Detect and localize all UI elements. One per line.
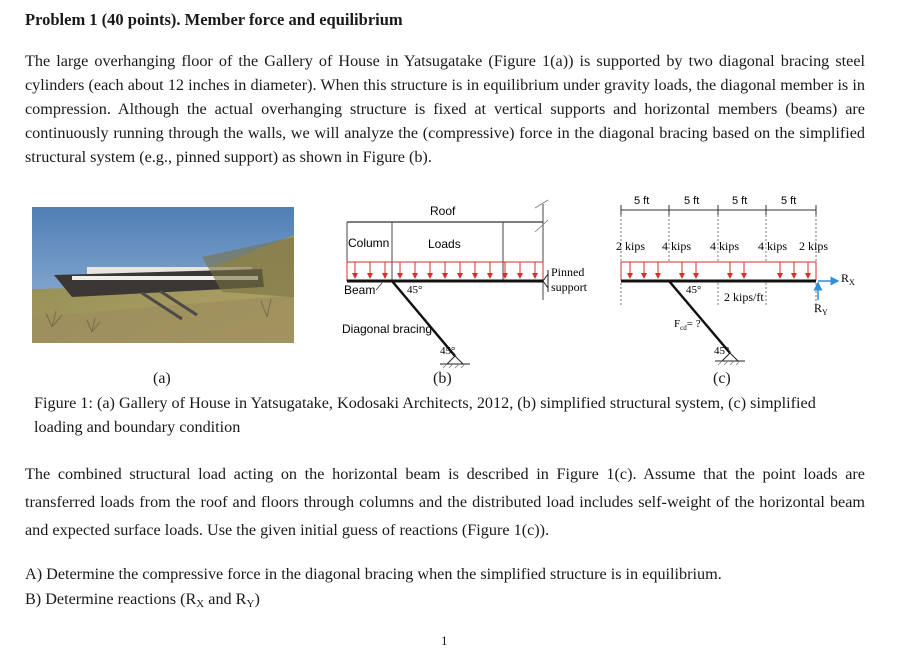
- loading-paragraph: The combined structural load acting on the horizontal beam is described in Figure 1(c). Assume that the point loads are transferred loads from the roof and floors through columns and the distributed load includes self-weight of the horizontal beam and expected surface loads. Use the given initial guess of reactions (Figure 1(c)).: [25, 465, 865, 539]
- intro-paragraph: The large overhanging floor of the Gallery of House in Yatsugatake (Figure 1(a)) is supported by two diagonal bracing steel cylinders (each about 12 inches in diameter). When this structure is in equilibrium under gravity loads, the diagonal member is in compression. Although the actual overhanging structure is fixed at vertical supports and horizontal members (beams) are continuously running through the walls, we will analyze the (compressive) force in the diagonal bracing based on the simplified structural system (e.g., pinned support) as shown in Figure (b).: [25, 52, 865, 166]
- point-load-5: 2 kips: [799, 239, 829, 253]
- figure-caption: Figure 1: (a) Gallery of House in Yatsugatake, Kodosaki Architects, 2012, (b) simplified structural system, (c) simplified loading and boundary condition: [34, 394, 816, 436]
- beam-label: Beam: [344, 283, 376, 297]
- loading-diagram: [606, 190, 856, 380]
- pinned-label: Pinned: [551, 265, 585, 279]
- spacing-2: 5 ft: [684, 195, 700, 207]
- spacing-4: 5 ft: [781, 195, 797, 207]
- force-label: $F_{cd}=$ ?: [674, 318, 701, 332]
- column-label: Column: [348, 236, 390, 250]
- gallery-photo: [32, 207, 294, 343]
- angle-bottom-label: 45°: [714, 345, 730, 357]
- angle-bottom-label: 45°: [440, 345, 456, 357]
- point-load-3: 4 kips: [710, 239, 740, 253]
- question-a: A) Determine the compressive force in the diagonal bracing when the simplified structure is in equilibrium.: [25, 565, 722, 583]
- loads-label: Loads: [428, 237, 461, 251]
- point-load-4: 4 kips: [758, 239, 788, 253]
- spacing-3: 5 ft: [732, 195, 748, 207]
- label-c: (c): [713, 370, 731, 387]
- structural-system-diagram: [330, 190, 600, 380]
- distributed-load-arrows: [347, 262, 543, 280]
- distributed-load-label: 2 kips/ft: [724, 290, 764, 304]
- distributed-load-arrows: [621, 262, 816, 280]
- page-number: 1: [441, 633, 448, 648]
- question-b: B) Determine reactions ($R_X$ and $R_Y$): [25, 590, 260, 610]
- support-label: support: [551, 280, 587, 294]
- spacing-1: 5 ft: [634, 195, 650, 207]
- point-load-1: 2 kips: [616, 239, 646, 253]
- angle-top-label: 45°: [686, 284, 702, 296]
- problem-title: Problem 1 (40 points). Member force and equilibrium: [25, 10, 403, 29]
- label-b: (b): [433, 370, 452, 387]
- ry-label: $R_Y$: [814, 301, 828, 317]
- roof-label: Roof: [430, 204, 456, 218]
- diagonal-label: Diagonal bracing: [342, 322, 433, 336]
- rx-label: $R_X$: [841, 271, 855, 287]
- point-load-2: 4 kips: [662, 239, 692, 253]
- label-a: (a): [153, 370, 171, 387]
- angle-top-label: 45°: [407, 284, 423, 296]
